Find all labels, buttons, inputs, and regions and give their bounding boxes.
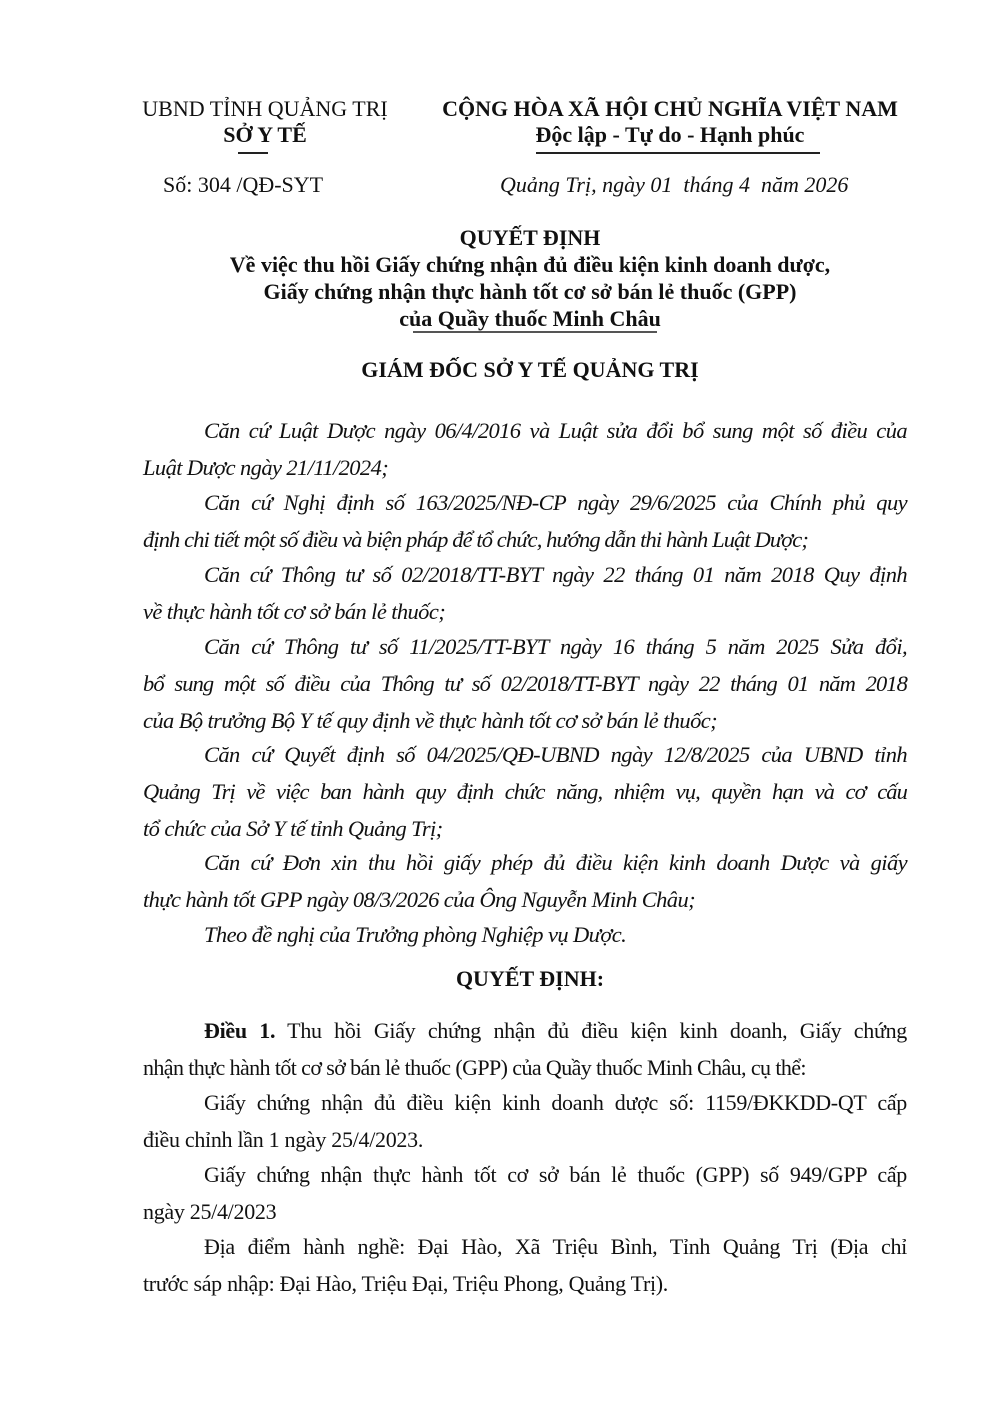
article-1-item-3	[143, 1228, 907, 1302]
subject-line-1: Về việc thu hồi Giấy chứng nhận đủ điều kiện kinh doanh dược,	[229, 252, 831, 277]
preamble-3	[143, 556, 907, 630]
preamble-2	[143, 484, 907, 558]
preamble-line: Luật Dược ngày 21/11/2024;	[143, 455, 389, 480]
item-line: điều chỉnh lần 1 ngày 25/4/2023.	[143, 1127, 424, 1152]
article-1-item-2	[143, 1156, 907, 1230]
decision-heading: QUYẾT ĐỊNH:	[455, 966, 605, 991]
preamble-7	[143, 916, 907, 953]
agency-name: SỞ Y TẾ	[223, 122, 307, 147]
authority-title: GIÁM ĐỐC SỞ Y TẾ QUẢNG TRỊ	[361, 357, 699, 382]
article-1-item-1	[143, 1084, 907, 1158]
decision-title: QUYẾT ĐỊNH	[459, 225, 601, 250]
national-block	[430, 96, 910, 148]
preamble-6	[143, 844, 907, 918]
place-date: Quảng Trị, ngày 01 tháng 4 năm 2026	[500, 172, 849, 197]
preamble-line: Quảng Trị về việc ban hành quy định chức năng, nhiệm vụ, quyền hạn và cơ cấu	[143, 779, 907, 804]
agency-block	[130, 96, 400, 148]
article-1	[143, 1012, 907, 1086]
preamble-line: Căn cứ Đơn xin thu hồi giấy phép đủ điều kiện kinh doanh Dược và giấy	[204, 850, 907, 875]
preamble-line: Căn cứ Thông tư số 02/2018/TT-BYT ngày 22 tháng 01 năm 2018 Quy định	[204, 562, 907, 587]
preamble-line: Căn cứ Nghị định số 163/2025/NĐ-CP ngày 29/6/2025 của Chính phủ quy	[204, 490, 907, 515]
subject-line-2: Giấy chứng nhận thực hành tốt cơ sở bán lẻ thuốc (GPP)	[263, 279, 797, 304]
preamble-1	[143, 412, 907, 486]
item-line: Địa điểm hành nghề: Đại Hào, Xã Triệu Bình, Tỉnh Quảng Trị (Địa chỉ	[204, 1234, 907, 1259]
preamble-line: Căn cứ Thông tư số 11/2025/TT-BYT ngày 16 tháng 5 năm 2025 Sửa đổi,	[204, 634, 907, 659]
item-line: Giấy chứng nhận thực hành tốt cơ sở bán lẻ thuốc (GPP) số 949/GPP cấp	[204, 1162, 907, 1187]
document-number: Số: 304 /QĐ-SYT	[163, 172, 324, 197]
preamble-line: về thực hành tốt cơ sở bán lẻ thuốc;	[143, 599, 446, 624]
agency-parent: UBND TỈNH QUẢNG TRỊ	[142, 96, 388, 121]
national-title: CỘNG HÒA XÃ HỘI CHỦ NGHĨA VIỆT NAM	[442, 96, 898, 121]
subject-underline	[413, 331, 657, 333]
preamble-line: bổ sung một số điều của Thông tư số 02/2018/TT-BYT ngày 22 tháng 01 năm 2018	[143, 671, 907, 696]
preamble-line: định chi tiết một số điều và biện pháp để tổ chức, hướng dẫn thi hành Luật Dược;	[143, 527, 808, 552]
item-line: trước sáp nhập: Đại Hào, Triệu Đại, Triệu Phong, Quảng Trị).	[143, 1271, 669, 1296]
item-line: Giấy chứng nhận đủ điều kiện kinh doanh dược số: 1159/ĐKKDD-QT cấp	[204, 1090, 907, 1115]
preamble-line: Theo đề nghị của Trưởng phòng Nghiệp vụ Dược.	[204, 922, 627, 947]
preamble-5	[143, 736, 907, 847]
article-1-label: Điều 1.	[204, 1018, 276, 1043]
article-1-text: Thu hồi Giấy chứng nhận đủ điều kiện kinh doanh, Giấy chứng	[275, 1018, 907, 1043]
subject-line-3: của Quầy thuốc Minh Châu	[399, 306, 661, 331]
preamble-4	[143, 628, 907, 739]
preamble-line: của Bộ trưởng Bộ Y tế quy định về thực hành tốt cơ sở bán lẻ thuốc;	[143, 708, 718, 733]
national-motto: Độc lập - Tự do - Hạnh phúc	[535, 122, 805, 147]
title-block	[140, 224, 920, 332]
motto-underline	[536, 152, 820, 154]
preamble-line: thực hành tốt GPP ngày 08/3/2026 của Ông Nguyễn Minh Châu;	[143, 887, 695, 912]
article-1-text: nhận thực hành tốt cơ sở bán lẻ thuốc (GPP) của Quầy thuốc Minh Châu, cụ thể:	[143, 1055, 806, 1080]
preamble-line: Căn cứ Luật Dược ngày 06/4/2016 và Luật sửa đổi bổ sung một số điều của	[204, 418, 907, 443]
preamble-line: Căn cứ Quyết định số 04/2025/QĐ-UBND ngày 12/8/2025 của UBND tỉnh	[204, 742, 907, 767]
preamble-line: tổ chức của Sở Y tế tỉnh Quảng Trị;	[143, 816, 443, 841]
item-line: ngày 25/4/2023	[143, 1199, 277, 1224]
agency-underline	[238, 152, 268, 154]
